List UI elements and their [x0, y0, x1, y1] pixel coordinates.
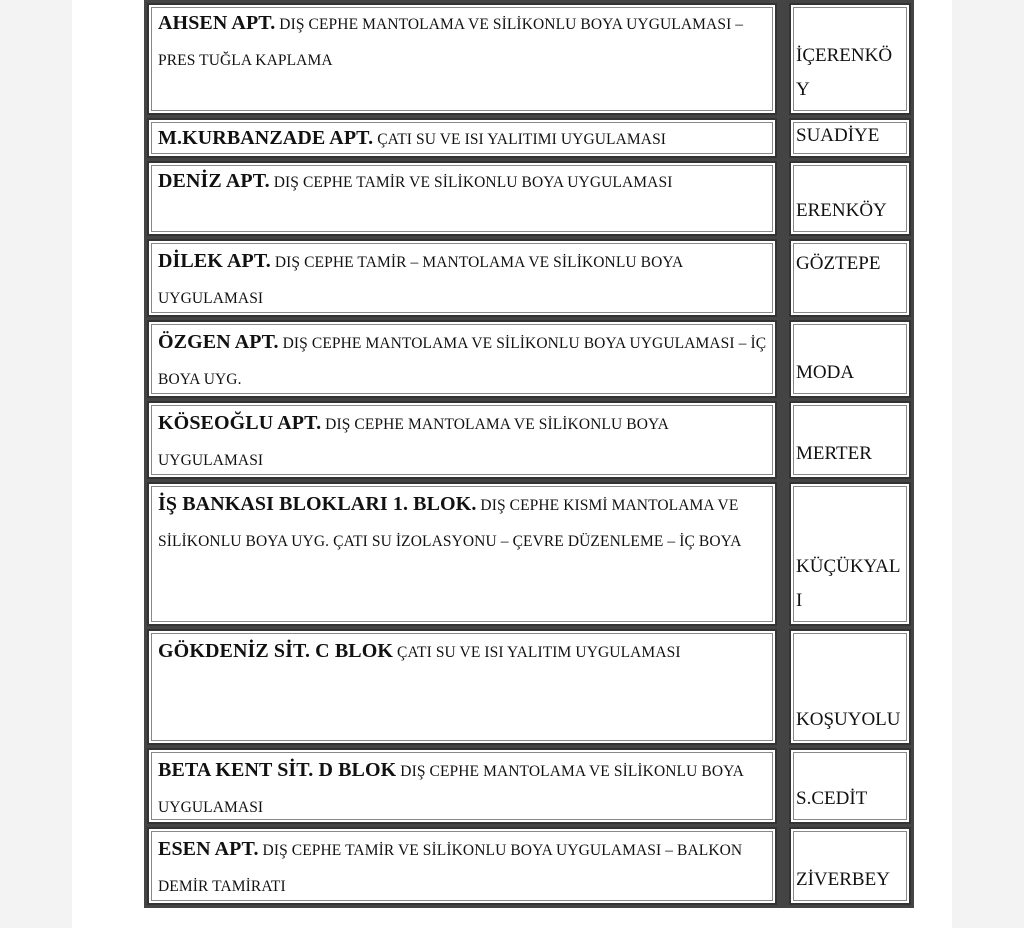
table-row: [147, 118, 911, 158]
project-cell: [147, 161, 777, 236]
projects-table: [144, 0, 914, 908]
table-row: [147, 239, 911, 317]
project-location: MERTER: [796, 443, 872, 464]
project-name: M.KURBANZADE APT.: [158, 127, 374, 149]
project-location: İÇERENKÖY: [796, 45, 893, 100]
project-name: BETA KENT SİT. D BLOK: [158, 759, 397, 781]
project-location: ZİVERBEY: [796, 869, 890, 890]
project-name: DENİZ APT.: [158, 170, 270, 192]
project-name: GÖKDENİZ SİT. C BLOK: [158, 640, 394, 662]
project-description: DIŞ CEPHE MANTOLAMA VE SİLİKONLU BOYA UYGULAMASI: [158, 416, 669, 469]
table-row: [147, 161, 911, 236]
location-cell: [789, 161, 911, 236]
project-cell: [147, 629, 777, 745]
location-cell: [789, 748, 911, 824]
location-cell: [789, 3, 911, 115]
project-description: DIŞ CEPHE MANTOLAMA VE SİLİKONLU BOYA UYGULAMASI – İÇ BOYA UYG.: [158, 335, 767, 388]
table-row: [147, 827, 911, 905]
project-cell: [147, 118, 777, 158]
project-location: MODA: [796, 362, 855, 383]
table-row: [147, 629, 911, 745]
project-cell: [147, 239, 777, 317]
location-cell: [789, 827, 911, 905]
project-name: AHSEN APT.: [158, 12, 276, 34]
location-cell: [789, 401, 911, 479]
project-cell: [147, 320, 777, 398]
project-description: DIŞ CEPHE TAMİR VE SİLİKONLU BOYA UYGULAMASI – BALKON DEMİR TAMİRATI: [158, 842, 743, 895]
project-description: ÇATI SU VE ISI YALITIM UYGULAMASI: [393, 644, 681, 661]
project-cell: [147, 482, 777, 626]
location-cell: [789, 239, 911, 317]
location-cell: [789, 629, 911, 745]
project-location: GÖZTEPE: [796, 253, 881, 274]
project-cell: [147, 748, 777, 824]
project-location: ERENKÖY: [796, 200, 887, 221]
table-row: [147, 320, 911, 398]
table-row: [147, 748, 911, 824]
table-row: [147, 401, 911, 479]
project-location: SUADİYE: [796, 125, 880, 146]
project-description: DIŞ CEPHE MANTOLAMA VE SİLİKONLU BOYA UYGULAMASI – PRES TUĞLA KAPLAMA: [158, 16, 744, 69]
project-name: DİLEK APT.: [158, 250, 271, 272]
project-location: KÜÇÜKYALI: [796, 556, 901, 611]
table-row: [147, 482, 911, 626]
project-description: DIŞ CEPHE TAMİR – MANTOLAMA VE SİLİKONLU BOYA UYGULAMASI: [158, 254, 683, 307]
project-name: ESEN APT.: [158, 838, 259, 860]
project-description: DIŞ CEPHE MANTOLAMA VE SİLİKONLU BOYA UYGULAMASI: [158, 763, 744, 816]
project-cell: [147, 3, 777, 115]
project-description: DIŞ CEPHE KISMİ MANTOLAMA VE SİLİKONLU BOYA UYG. ÇATI SU İZOLASYONU – ÇEVRE DÜZENLEME – İÇ BOYA: [158, 497, 742, 550]
project-location: S.CEDİT: [796, 788, 868, 809]
project-name: İŞ BANKASI BLOKLARI 1. BLOK.: [158, 493, 477, 515]
location-cell: [789, 482, 911, 626]
project-name: ÖZGEN APT.: [158, 331, 279, 353]
project-name: KÖSEOĞLU APT.: [158, 412, 322, 434]
project-cell: [147, 827, 777, 905]
table-row: [147, 3, 911, 115]
project-description: DIŞ CEPHE TAMİR VE SİLİKONLU BOYA UYGULAMASI: [269, 174, 673, 191]
project-location: KOŞUYOLU: [796, 709, 901, 730]
location-cell: [789, 320, 911, 398]
location-cell: [789, 118, 911, 158]
project-description: ÇATI SU VE ISI YALITIMI UYGULAMASI: [373, 131, 667, 148]
project-cell: [147, 401, 777, 479]
